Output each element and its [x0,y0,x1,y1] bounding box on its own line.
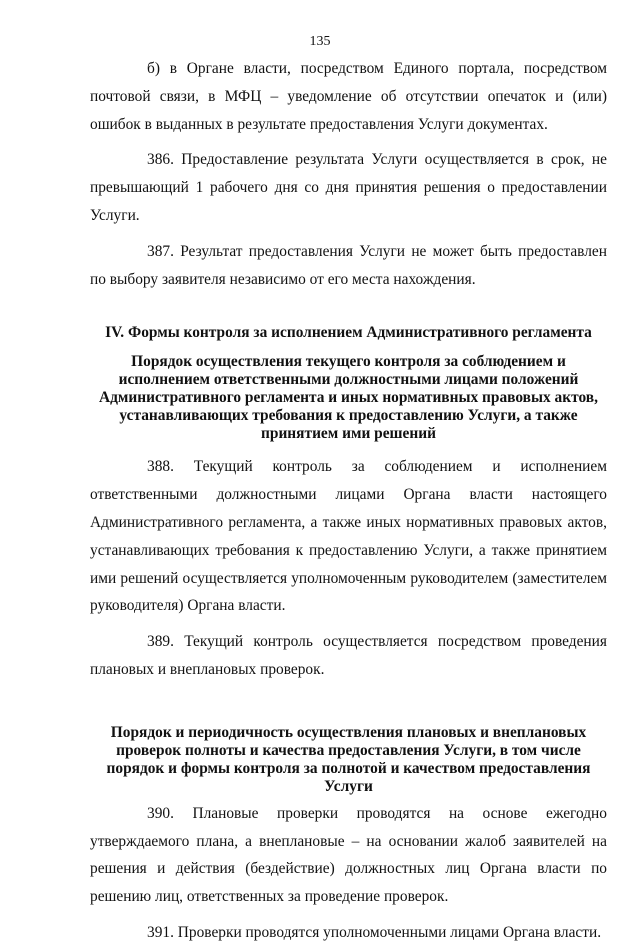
section-heading-iv: IV. Формы контроля за исполнением Административного регламента [105,324,592,342]
paragraph-387: 387. Результат предоставления Услуги не может быть предоставлен по выбору заявителя независимо от его места нахождения. [90,242,607,288]
document-body [90,55,607,947]
paragraph-390: 390. Плановые проверки проводятся на основе ежегодно утверждаемого плана, а внеплановые – на основании жалоб заявителей на решения и действия (бездействие) должностных лиц Органа власти по решению лиц, ответственных за проведение проверок. [90,804,607,906]
paragraph-389: 389. Текущий контроль осуществляется посредством проведения плановых и внеплановых проверок. [90,633,607,678]
paragraph-391: 391. Проверки проводятся уполномоченными лицами Органа власти. [147,923,602,941]
paragraph-388: 388. Текущий контроль за соблюдением и исполнением ответственными должностными лицами Органа власти настоящего Административного регламента, а также иных нормативных правовых актов, устанавливающих требования к предоставлению Услуги, а также принятием ими решений осуществляется уполномоченным руководителем (заместителем руководителя) Органа власти. [90,458,607,615]
subheading-current-control: Порядок осуществления текущего контроля за соблюдением и исполнением ответственными должностными лицами положений Административного регламента и иных нормативных правовых актов, устанавливающих требования к предоставлению Услуги, а также принятием ими решений [99,353,598,443]
subheading-periodicity: Порядок и периодичность осуществления плановых и внеплановых проверок полноты и качества предоставления Услуги, в том числе порядок и формы контроля за полнотой и качеством предоставления Услуги [106,723,591,795]
page-number: 135 [309,34,331,49]
paragraph-386: 386. Предоставление результата Услуги осуществляется в срок, не превышающий 1 рабочего дня со дня принятия решения о предоставлении Услуги. [90,151,607,224]
paragraph-b: б) в Органе власти, посредством Единого портала, посредством почтовой связи, в МФЦ – уведомление об отсутствии опечаток и (или) ошибок в выданных в результате предоставления Услуги документах. [90,60,607,133]
